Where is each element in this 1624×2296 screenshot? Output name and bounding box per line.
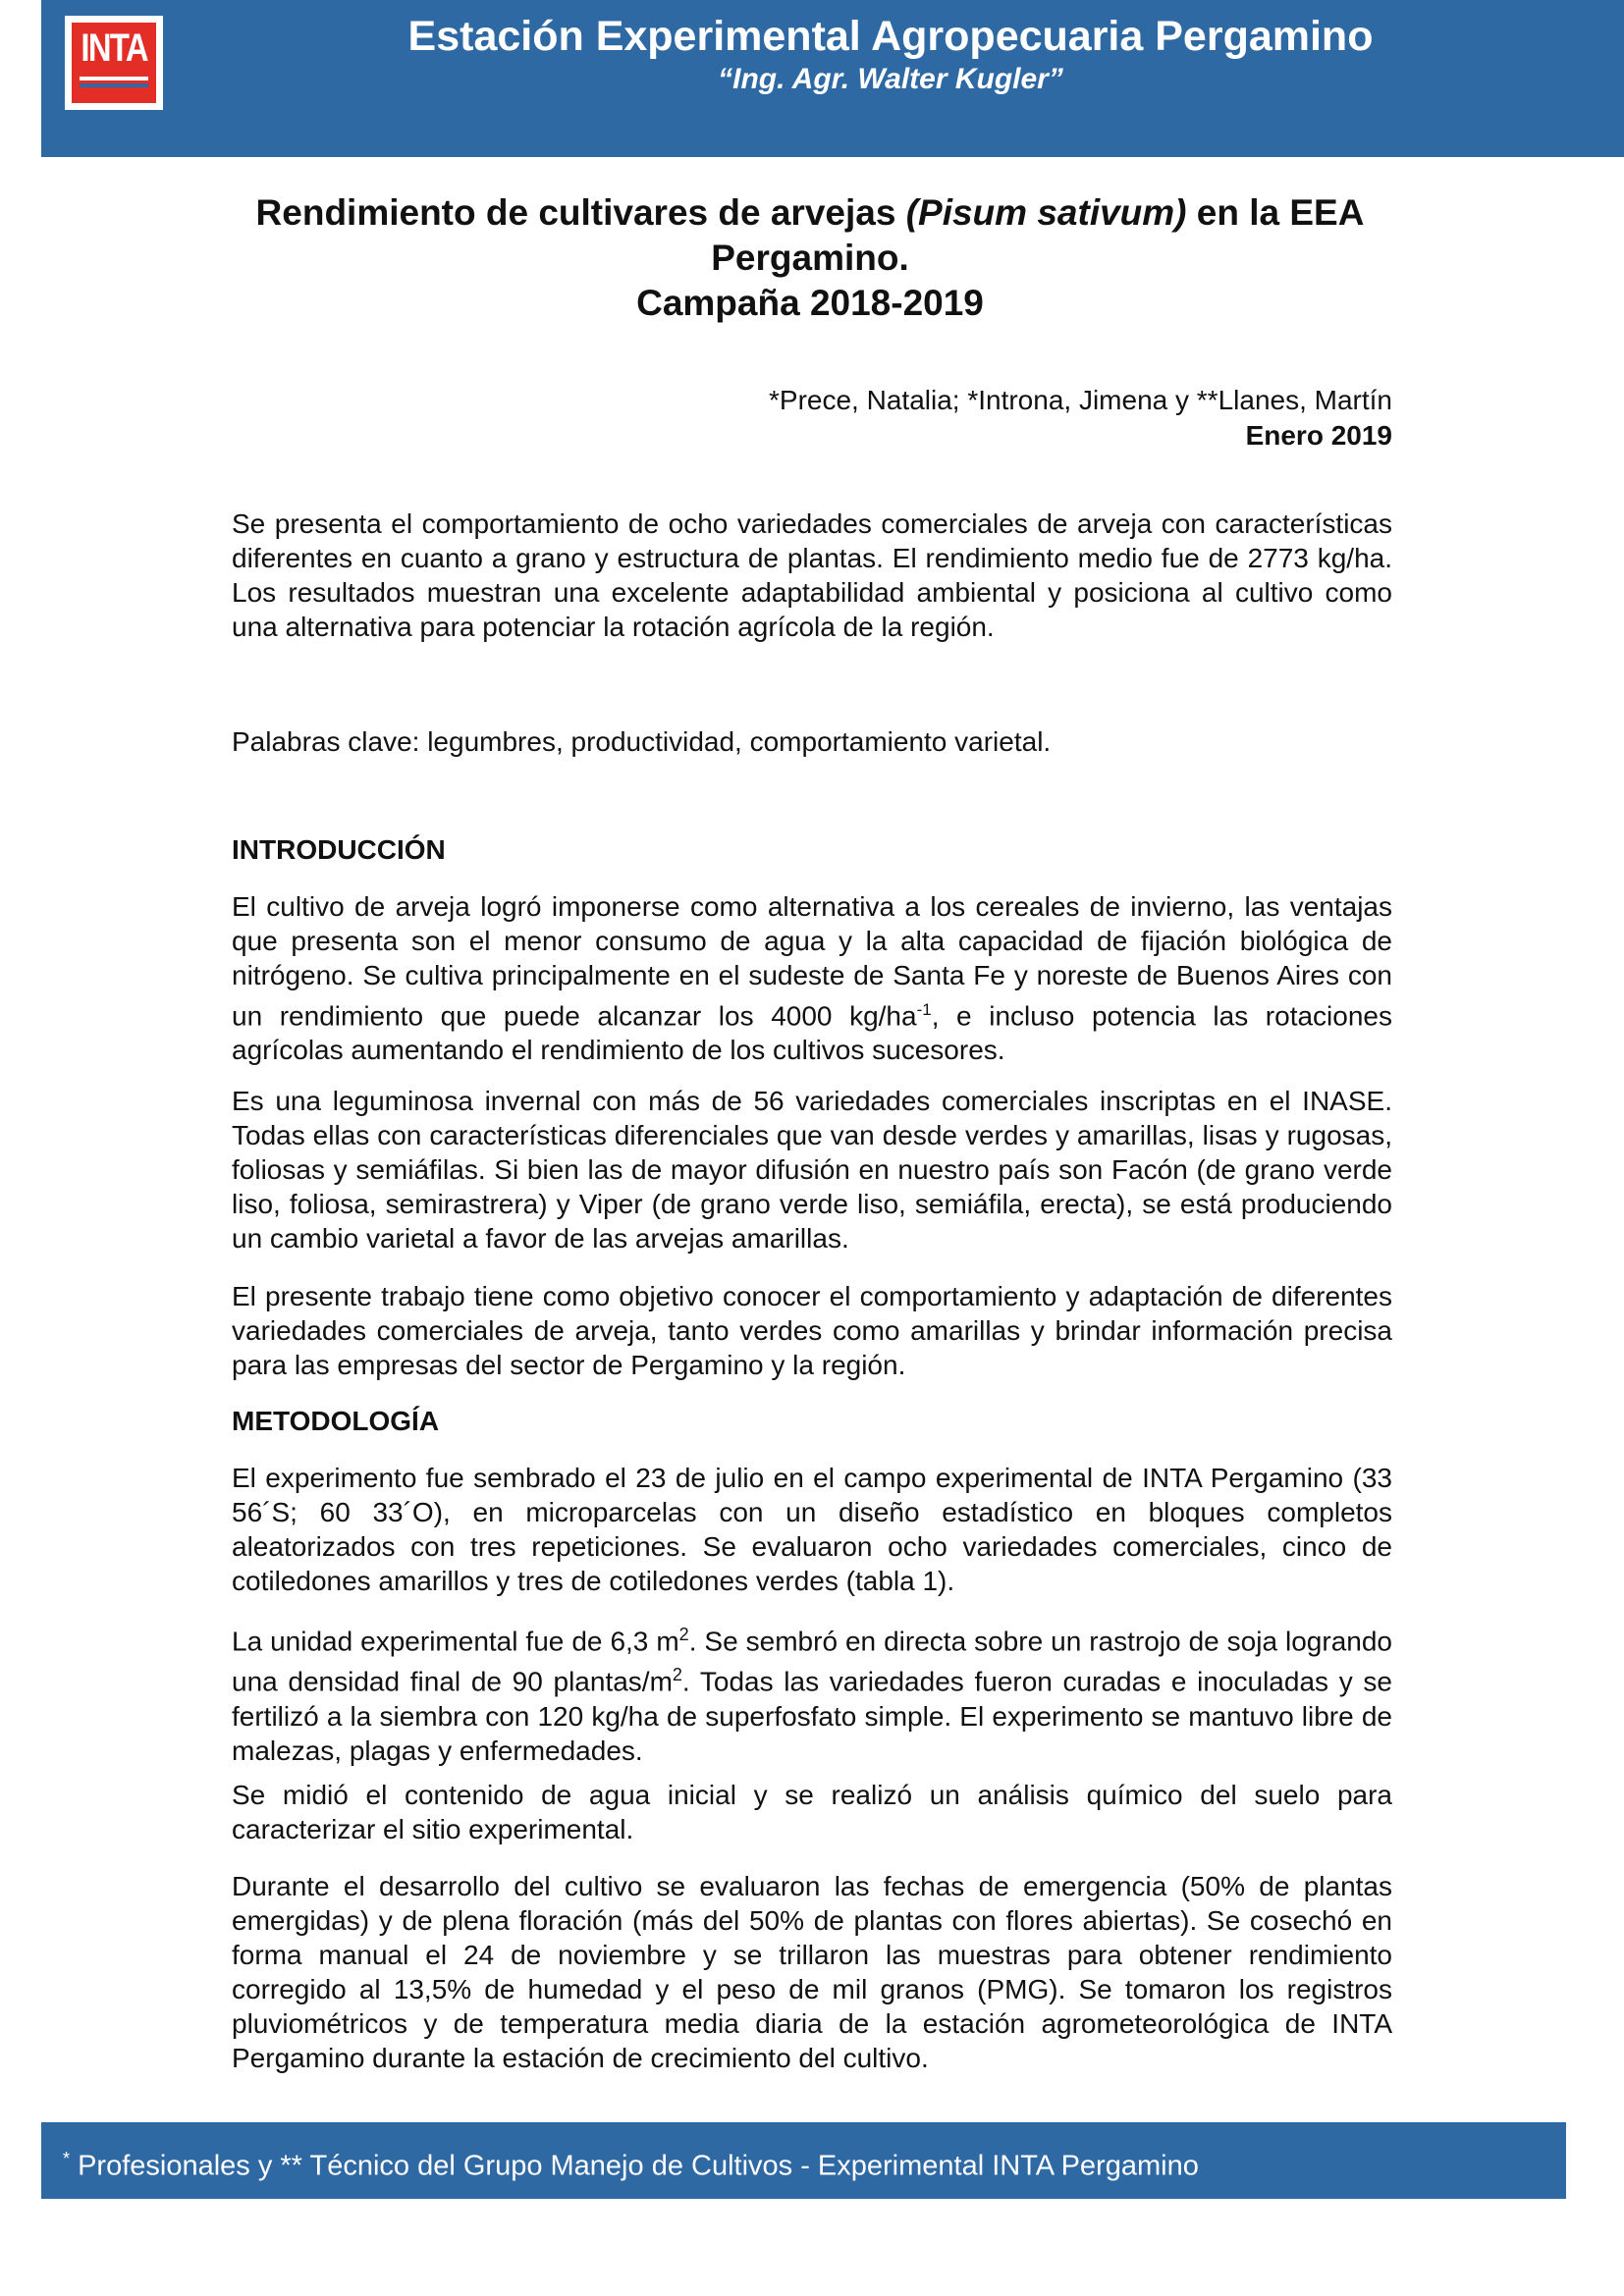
intro-p1-text-b: , e incluso potencia las rotaciones agrícolas aumentando el rendimiento de los cultivos sucesores. (232, 1000, 1392, 1066)
document-title (196, 190, 1424, 326)
method-paragraph-1: El experimento fue sembrado el 23 de julio en el campo experimental de INTA Pergamino (33 56´S; 60 33´O), en microparcelas con un diseño estadístico en bloques completos aleatorizados con tres repeticiones. Se evaluaron ocho variedades comerciales, cinco de cotiledones amarillos y tres de cotiledones verdes (tabla 1). (232, 1463, 1392, 1596)
method-paragraph-4: Durante el desarrollo del cultivo se evaluaron las fechas de emergencia (50% de plantas emergidas) y de plena floración (más del 50% de plantas con flores abiertas). Se cosechó en forma manual el 24 de noviembre y se trillaron las muestras para obtener rendimiento corregido al 13,5% de humedad y el peso de mil granos (PMG). Se tomaron los registros pluviométricos y de temperatura media diaria de la estación agrometeorológica de INTA Pergamino durante la estación de crecimiento del cultivo. (232, 1871, 1392, 2073)
intro-p1-text-a: El cultivo de arveja logró imponerse como alternativa a los cereales de invierno, las ventajas que presenta son el menor consumo de agua y la alta capacidad de fijación biológica de nitrógeno. Se cultiva principalmente en el sudeste de Santa Fe y noreste de Buenos Aires con un rendimiento que puede alcanzar los 4000 kg/ha (232, 891, 1392, 1032)
intro-heading: INTRODUCCIÓN (232, 834, 446, 865)
logo-stripe-blue (80, 83, 148, 87)
intro-paragraph-1 (232, 889, 1392, 1067)
method-paragraph-2 (232, 1618, 1392, 1768)
method-paragraph-3: Se midió el contenido de agua inicial y se realizó un análisis químico del suelo para caracterizar el sitio experimental. (232, 1780, 1392, 1844)
footer-marker: * (63, 2149, 71, 2168)
footer-text: Profesionales y ** Técnico del Grupo Manejo de Cultivos - Experimental INTA Pergamino (70, 2150, 1199, 2182)
header-subtitle: “Ing. Agr. Walter Kugler” (718, 63, 1063, 95)
intro-paragraph-2: Es una leguminosa invernal con más de 56 variedades comerciales inscriptas en el INASE. Todas ellas con características diferenciales que van desde verdes y amarillas, lisas y rugosas, foliosas y semiáfilas. Si bien las de mayor difusión en nuestro país son Facón (de grano verde liso, foliosa, semirastrera) y Viper (de grano verde liso, semiáfila, erecta), se está produciendo un cambio varietal a favor de las arvejas amarillas. (232, 1086, 1392, 1254)
method-heading: METODOLOGÍA (232, 1406, 440, 1436)
title-part1: Rendimiento de cultivares de arvejas (255, 192, 906, 233)
title-part2: en la EEA Pergamino. (711, 192, 1365, 278)
method-p2-text-a: La unidad experimental fue de 6,3 m (232, 1626, 679, 1657)
intro-p1-superscript: -1 (916, 1000, 932, 1019)
footer-band (41, 2122, 1566, 2199)
header-band (41, 0, 1624, 157)
title-scientific-name: (Pisum sativum) (905, 192, 1187, 233)
method-p2-superscript-1: 2 (678, 1625, 689, 1644)
authors: *Prece, Natalia; *Introna, Jimena y **Llanes, Martín (769, 385, 1392, 415)
abstract: Se presenta el comportamiento de ocho variedades comerciales de arveja con características diferentes en cuanto a grano y estructura de plantas. El rendimiento medio fue de 2773 kg/ha. Los resultados muestran una excelente adaptabilidad ambiental y posiciona al cultivo como una alternativa para potenciar la rotación agrícola de la región. (232, 508, 1392, 642)
inta-logo-mark (72, 23, 156, 103)
method-p2-text-b: . Se sembró en directa sobre un rastrojo de soja logrando una densidad final de 90 plantas/m (232, 1626, 1392, 1697)
inta-logo-text: INTA (81, 27, 147, 70)
publication-date: Enero 2019 (1245, 420, 1392, 451)
inta-logo (65, 16, 163, 110)
footer-note (63, 2140, 1199, 2185)
method-p2-superscript-2: 2 (672, 1665, 682, 1685)
title-campaign: Campaña 2018-2019 (636, 283, 984, 323)
header-title: Estación Experimental Agropecuaria Pergamino (407, 13, 1374, 60)
intro-paragraph-3: El presente trabajo tiene como objetivo conocer el comportamiento y adaptación de diferentes variedades comerciales de arveja, tanto verdes como amarillas y brindar información precisa para las empresas del sector de Pergamino y la región. (232, 1281, 1392, 1380)
keywords: Palabras clave: legumbres, productividad, comportamiento varietal. (232, 726, 1052, 757)
method-p2-text-c: . Todas las variedades fueron curadas e inoculadas y se fertilizó a la siembra con 120 kg/ha de superfosfato simple. El experimento se mantuvo libre de malezas, plagas y enfermedades. (232, 1666, 1392, 1766)
logo-stripe-white (80, 77, 148, 80)
